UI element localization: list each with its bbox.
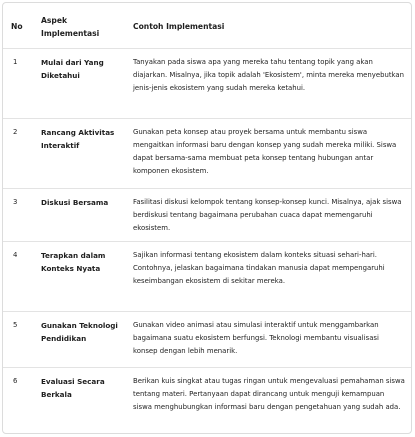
row-contoh: Gunakan video animasi atau simulasi interaktif untuk menggambarkan bagaimana suatu ekosistem berfungsi. Teknologi membantu visualisasi konsep dengan lebih menarik. [125, 311, 411, 367]
row-aspek: Diskusi Bersama [33, 188, 125, 241]
table-row [3, 241, 411, 311]
row-aspek: Rancang Aktivitas Interaktif [33, 118, 125, 188]
table-row [3, 48, 411, 118]
row-number: 1 [3, 48, 33, 118]
table-row [3, 118, 411, 188]
row-contoh: Fasilitasi diskusi kelompok tentang konsep-konsep kunci. Misalnya, ajak siswa berdiskusi tentang bagaimana perubahan cuaca dapat memengaruhi ekosistem. [125, 188, 411, 241]
row-number: 5 [3, 311, 33, 367]
row-contoh: Berikan kuis singkat atau tugas ringan untuk mengevaluasi pemahaman siswa tentang materi. Pertanyaan dapat dirancang untuk menguji kemampuan siswa menghubungkan informasi baru dengan pengetahuan yang sudah ada. [133, 376, 405, 411]
implementation-table-container [2, 2, 412, 434]
row-contoh: Sajikan informasi tentang ekosistem dalam konteks situasi sehari-hari. Contohnya, jelaskan bagaimana tindakan manusia dapat mempengaruhi keseimbangan ekosistem di sekitar mereka. [125, 241, 411, 311]
row-aspek: Terapkan dalam Konteks Nyata [33, 241, 125, 311]
header-aspek: Aspek Implementasi [33, 3, 125, 48]
row-aspek: Gunakan Teknologi Pendidikan [33, 311, 125, 367]
implementation-table [3, 3, 411, 434]
table-row [3, 311, 411, 367]
table-row [3, 367, 411, 434]
row-number: 2 [3, 118, 33, 188]
row-contoh: Tanyakan pada siswa apa yang mereka tahu tentang topik yang akan diajarkan. Misalnya, jika topik adalah 'Ekosistem', minta mereka menyebutkan jenis-jenis ekosistem yang sudah mereka ketahui. [125, 48, 411, 118]
row-number: 3 [3, 188, 33, 241]
row-number: 4 [3, 241, 33, 311]
row-contoh: Gunakan peta konsep atau proyek bersama untuk membantu siswa mengaitkan informasi baru dengan konsep yang sudah mereka miliki. Siswa dapat bersama-sama membuat peta konsep tentang hubungan antar komponen ekosistem. [125, 118, 411, 188]
row-number: 6 [13, 376, 18, 385]
row-aspek: Evaluasi Secara Berkala [41, 376, 105, 399]
header-contoh: Contoh Implementasi [125, 3, 411, 48]
table-header-row [3, 3, 411, 48]
row-aspek: Mulai dari Yang Diketahui [33, 48, 125, 118]
table-row [3, 188, 411, 241]
header-no: No [3, 3, 33, 48]
